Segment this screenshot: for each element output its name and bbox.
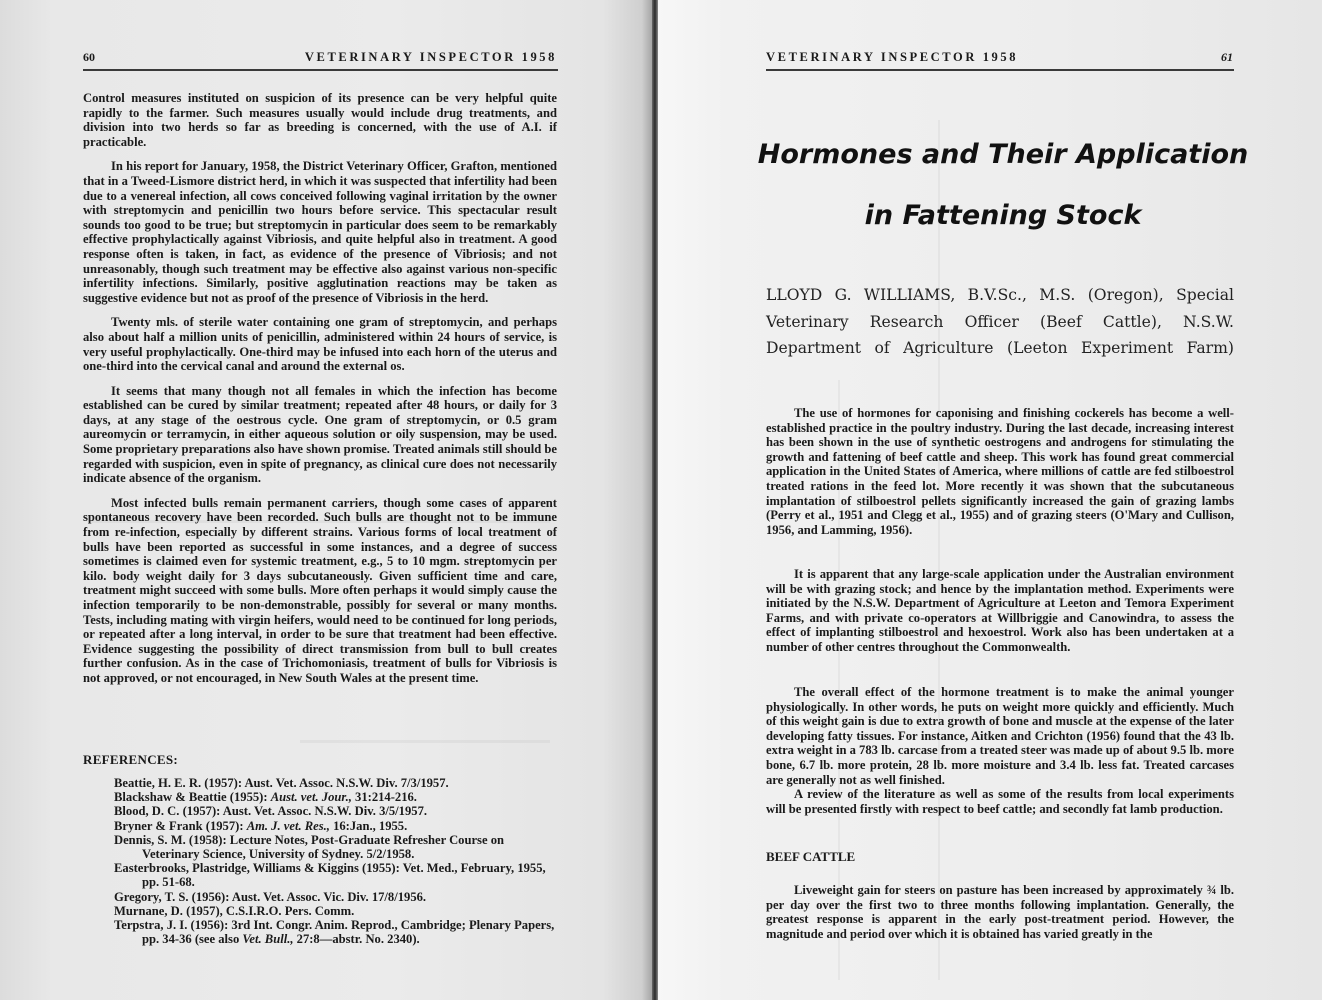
reference-item: Murnane, D. (1957), C.S.I.R.O. Pers. Comm. — [114, 903, 355, 918]
byline-line: LLOYD G. WILLIAMS, B.V.Sc., M.S. (Oregon), Special — [766, 286, 1234, 304]
article-title-continued: in Fattening Stock — [864, 200, 1142, 231]
reference-item: Blackshaw & Beattie (1955): Aust. vet. Jour., 31:214-216. — [114, 790, 417, 805]
paragraph: In his report for January, 1958, the District Veterinary Officer, Grafton, mentioned that in a Tweed-Lismore district herd, in which it was suspected that infertility had been due to a venereal infection, all cows conceived following vaginal irritation by the owner with streptomycin and penicillin two hours before service. This spectacular result sounds too good to be true; but streptomycin in particular does seem to be remarkably effective prophylactically against Vibriosis, and quite helpful also in treatment. A good response often is taken, in fact, as evidence of the presence of Vibriosis; and not unreasonably, though such treatment may be effective also against various non-specific infertility infections. Similarly, positive agglutination reactions may be taken as suggestive evidence but not as proof of the presence of Vibriosis in the herd. — [83, 159, 557, 305]
paragraph: The overall effect of the hormone treatment is to make the animal younger physiologically. In other words, he puts on weight more quickly and efficiently. Much of this weight gain is due to extra growth of bone and muscle at the expense of the later developing fatty tissues. For instance, Aitken and Crichton (1956) found that the 43 lb. extra weight in a 783 lb. carcase from a treated steer was made up of about 9.5 lb. more bone, 6.7 lb. more protein, 28 lb. more moisture and 3.4 lb. less fat. Treated carcases are generally not as well finished. — [766, 685, 1234, 787]
reference-item: Terpstra, J. I. (1956): 3rd Int. Congr. Anim. Reprod., Cambridge; Plenary Papers, pp. 34-36 (see also Vet. Bull., 27:8—abstr. No. 2340). — [114, 918, 555, 947]
show-through-mark — [300, 740, 550, 743]
running-head-right — [766, 50, 1233, 66]
references-heading: REFERENCES: — [83, 752, 179, 767]
reference-item: Beattie, H. E. R. (1957): Aust. Vet. Assoc. N.S.W. Div. 7/3/1957. — [114, 776, 449, 790]
paragraph-block-2 — [766, 567, 1234, 665]
article-title: Hormones and Their Application — [757, 139, 1249, 170]
show-through-mark — [938, 120, 940, 980]
paragraph: Twenty mls. of sterile water containing one gram of streptomycin, and perhaps also about half a million units of penicillin, administered within 24 hours of service, is very useful prophylactically. One-third may be infused into each horn of the uterus and one-third into the cervical canal and around the external os. — [83, 315, 557, 374]
paragraph-block-3 — [766, 685, 1234, 826]
paragraph: Control measures instituted on suspicion of its presence can be very helpful quite rapidly to the farmer. Such measures usually would include drug treatments, and division into two herds so far as breeding is concerned, with the use of A.I. if practicable. — [83, 91, 557, 149]
paragraph: It seems that many though not all females in which the infection has become established can be cured by similar treatment; repeated after 48 hours, or daily for 3 days, at any stage of the oestrous cycle. One gram of streptomycin, or 0.5 gram aureomycin or terramycin, in either aqueous solution or oily suspension, may be used. Some proprietary preparations also have shown promise. Treated animals still should be regarded with suspicion, even in spite of pregnancy, as clinical cure does not necessarily indicate absence of the organism. — [83, 383, 557, 486]
reference-item: Gregory, T. S. (1956): Aust. Vet. Assoc. Vic. Div. 17/8/1956. — [114, 889, 427, 904]
right-page — [658, 0, 1322, 1000]
byline-line: Department of Agriculture (Leeton Experiment Farm) — [766, 339, 1234, 357]
beef-cattle-paragraph — [766, 883, 1234, 951]
reference-item: Blood, D. C. (1957): Aust. Vet. Assoc. N.S.W. Div. 3/5/1957. — [114, 804, 428, 819]
reference-item: Easterbrooks, Plastridge, Williams & Kiggins (1955): Vet. Med., February, 1955, pp. 51-68. — [114, 861, 546, 890]
page-number-left: 60 — [83, 50, 95, 64]
reference-item: Dennis, S. M. (1958): Lecture Notes, Post-Graduate Refresher Course on Veterinary Science, University of Sydney. 5/2/1958. — [114, 832, 505, 862]
header-rule-left — [83, 69, 558, 71]
paragraph-text: for steers on pasture has been increased by approximately ¾ lb. per day over the first two to three months following implantation. Generally, the greatest response is apparent in the early post-treatment period. However, the magnitude and period over which it is obtained has varied greatly in the — [766, 883, 1235, 941]
paragraph: A review of the literature as well as some of the results from local experiments will be presented firstly with respect to beef cattle; and secondly fat lamb production. — [766, 787, 1234, 816]
paragraph — [766, 883, 1234, 941]
paragraph: It is apparent that any large-scale application under the Australian environment will be with grazing stock; and hence by the implantation method. Experiments were initiated by the N.S.W. Department of Agriculture at Leeton and Temora Experiment Farms, and with private co-operators at Willbriggie and Canowindra, to assess the effect of implanting stilboestrol and hexoestrol. Work also has been undertaken at a number of other centres throughout the Commonwealth. — [766, 567, 1234, 654]
run-in-heading: Liveweight gain — [794, 883, 881, 897]
journal-title-left: VETERINARY INSPECTOR 1958 — [304, 50, 557, 64]
journal-title-right: VETERINARY INSPECTOR 1958 — [766, 50, 1019, 64]
references-list — [114, 776, 558, 946]
header-rule-right — [766, 69, 1234, 71]
left-page — [0, 0, 655, 1000]
byline-line: Veterinary Research Officer (Beef Cattle), N.S.W. — [766, 312, 1234, 331]
paragraph: The use of hormones for caponising and finishing cockerels has become a well-established practice in the poultry industry. During the last decade, increasing interest has been shown in the use of synthetic oestrogens and androgens for stimulating the growth and fattening of beef cattle and sheep. This work has found great commercial application in the United States of America, where millions of cattle are fed stilboestrol treated rations in the feed lot. More recently it was shown that the subcutaneous implantation of stilboestrol pellets significantly increased the gain of grazing lambs (Perry et al., 1951 and Clegg et al., 1955) and of grazing steers (O'Mary and Cullison, 1956, and Lamming, 1956). — [766, 406, 1234, 537]
left-body-text — [83, 91, 557, 696]
section-heading-beef-cattle: BEEF CATTLE — [766, 849, 856, 864]
reference-item: Bryner & Frank (1957): Am. J. vet. Res., 16:Jan., 1955. — [114, 818, 408, 833]
paragraph: Most infected bulls remain permanent carriers, though some cases of apparent spontaneous recovery have been recorded. Such bulls are thought not to be immune from re-infection, especially by different strains. Various forms of local treatment of bulls have been reported as successful in some instances, and a degree of success sometimes is claimed even for systemic treatment, e.g., 5 to 10 mgm. streptomycin per kilo. body weight daily for 3 days subcutaneously. Given sufficient time and care, treatment might succeed with some bulls. More often perhaps it would simply cause the infection temporarily to be non-demonstrable, possibly for several or many months. Tests, including mating with virgin heifers, would need to be continued for long periods, or repeated after a long interval, in order to be sure that treatment had been effective. Evidence suggesting the possibility of direct transmission from bull to bull creates further confusion. As in the case of Trichomoniasis, treatment of bulls for Vibriosis is not approved, or not encouraged, in New South Wales at the present time. — [83, 495, 557, 685]
intro-paragraph — [766, 406, 1234, 547]
running-head-left — [83, 50, 557, 66]
author-byline — [766, 282, 1234, 362]
page-number-right: 61 — [1221, 50, 1233, 64]
